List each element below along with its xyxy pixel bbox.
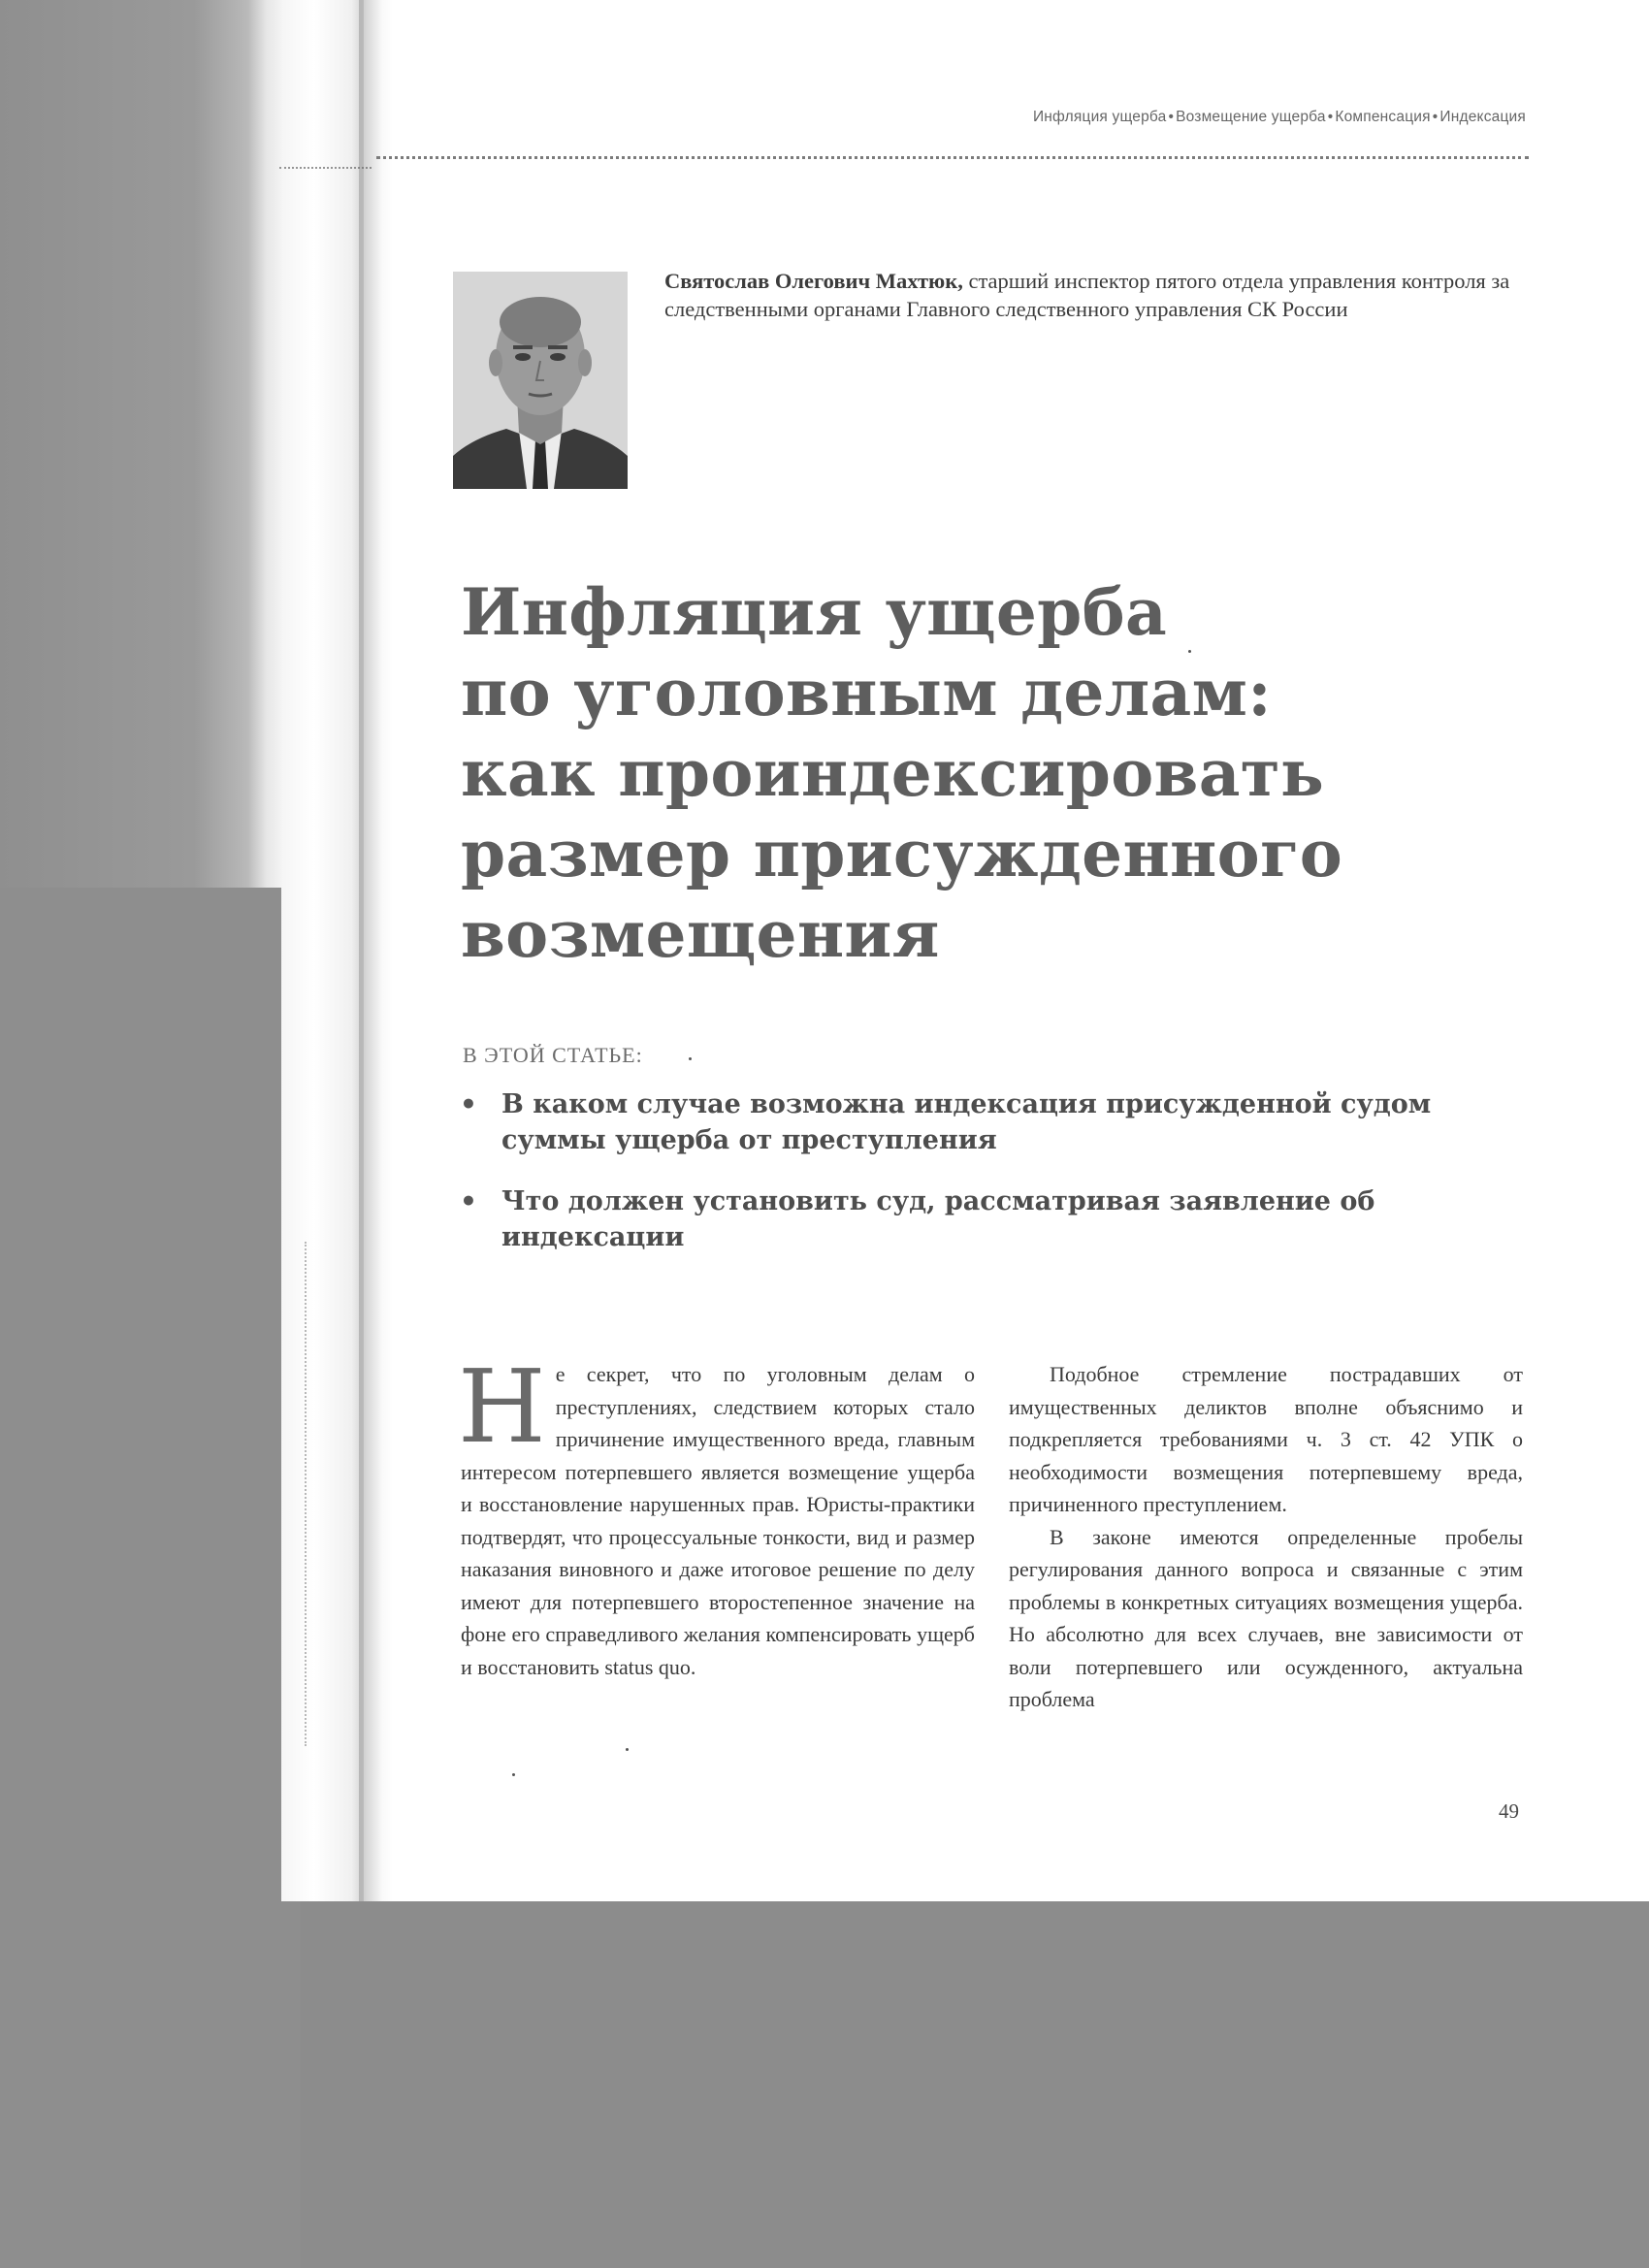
- scan-speck: [512, 1773, 515, 1776]
- body-column-left: [458, 1347, 975, 1683]
- running-head-item: Компенсация: [1335, 109, 1431, 125]
- scan-background-left-lower: [0, 888, 301, 2268]
- scan-speck: [626, 1748, 629, 1751]
- scan-speck: [689, 1057, 692, 1060]
- header-dotted-rule: [376, 156, 1529, 159]
- scan-background-right: [1639, 1901, 1649, 2268]
- author-info: [664, 267, 1518, 323]
- running-head: [1033, 109, 1526, 126]
- list-item-text: В каком случае возможна индексация присужденной судом суммы ущерба от преступления: [501, 1089, 1432, 1155]
- article-title-line: возмещения: [461, 896, 940, 972]
- page-spine: [281, 0, 364, 1901]
- in-this-article-label: В ЭТОЙ СТАТЬЕ:: [463, 1043, 643, 1067]
- author-photo: [453, 272, 628, 489]
- previous-page-rule: [279, 167, 372, 169]
- article-title-line: как проиндексировать: [461, 735, 1325, 811]
- running-head-separator: •: [1168, 109, 1175, 125]
- list-item: [456, 1183, 1523, 1255]
- page-number: 49: [1499, 1799, 1519, 1823]
- body-paragraph: В законе имеются определенные пробелы регулирования данного вопроса и связанные с этим проблемы в конкретных ситуациях возмещения ущерба. Но абсолютно для всех случаев, вне зависимости от воли потерпевшего или осужденного, актуальна проблема: [1009, 1524, 1523, 1711]
- bullet-icon: •: [460, 1185, 477, 1217]
- previous-page-edge: [299, 1242, 307, 1746]
- running-head-item: Возмещение ущерба: [1176, 109, 1326, 125]
- scan-background-bottom: [301, 1901, 1649, 2268]
- author-portrait-image: [453, 272, 628, 489]
- running-head-item: Индексация: [1439, 109, 1526, 125]
- running-head-item: Инфляция ущерба: [1032, 109, 1167, 125]
- article-title-line: Инфляция ущерба: [461, 574, 1168, 650]
- author-position: старший инспектор пятого отдела управления контроля за следственными органами Главного следственного управления СК России: [664, 269, 1510, 321]
- scan-speck: [1188, 650, 1191, 653]
- in-this-article-list: [456, 1086, 1523, 1280]
- list-item-text: Что должен установить суд, рассматривая заявление об индексации: [501, 1186, 1375, 1252]
- scan-background-left: [0, 0, 281, 888]
- gutter-shadow: [359, 0, 393, 1901]
- author-name: Святослав Олегович Махтюк,: [664, 269, 963, 293]
- bullet-icon: •: [460, 1088, 477, 1120]
- drop-cap: Н: [458, 1347, 546, 1466]
- body-paragraph-text: е секрет, что по уголовным делам о преступлениях, следствием которых стало причинение имущественного вреда, главным интересом потерпевшего является возмещение ущерба и восстановление нарушенных прав. Юристы-практики подтвердят, что процессуальные тонкости, вид и размер наказания виновного и даже итоговое решение по делу имеют для потерпевшего второстепенное значение на фоне его справедливого желания компенсировать ущерб и восстановить status quo.: [461, 1362, 975, 1679]
- article-title-line: по уголовным делам:: [461, 655, 1272, 730]
- list-item: [456, 1086, 1523, 1158]
- article-title-line: размер присужденного: [461, 816, 1343, 891]
- body-paragraph: [458, 1347, 975, 1683]
- body-column-right: [1009, 1358, 1523, 1716]
- running-head-separator: •: [1432, 109, 1439, 125]
- running-head-separator: •: [1327, 109, 1334, 125]
- body-paragraph: Подобное стремление пострадавших от имущественных деликтов вполне объяснимо и подкрепляется требованиями ч. 3 ст. 42 УПК о необходимости возмещения потерпевшему вреда, причиненного преступлением.: [1009, 1362, 1523, 1516]
- article-title: [461, 572, 1528, 975]
